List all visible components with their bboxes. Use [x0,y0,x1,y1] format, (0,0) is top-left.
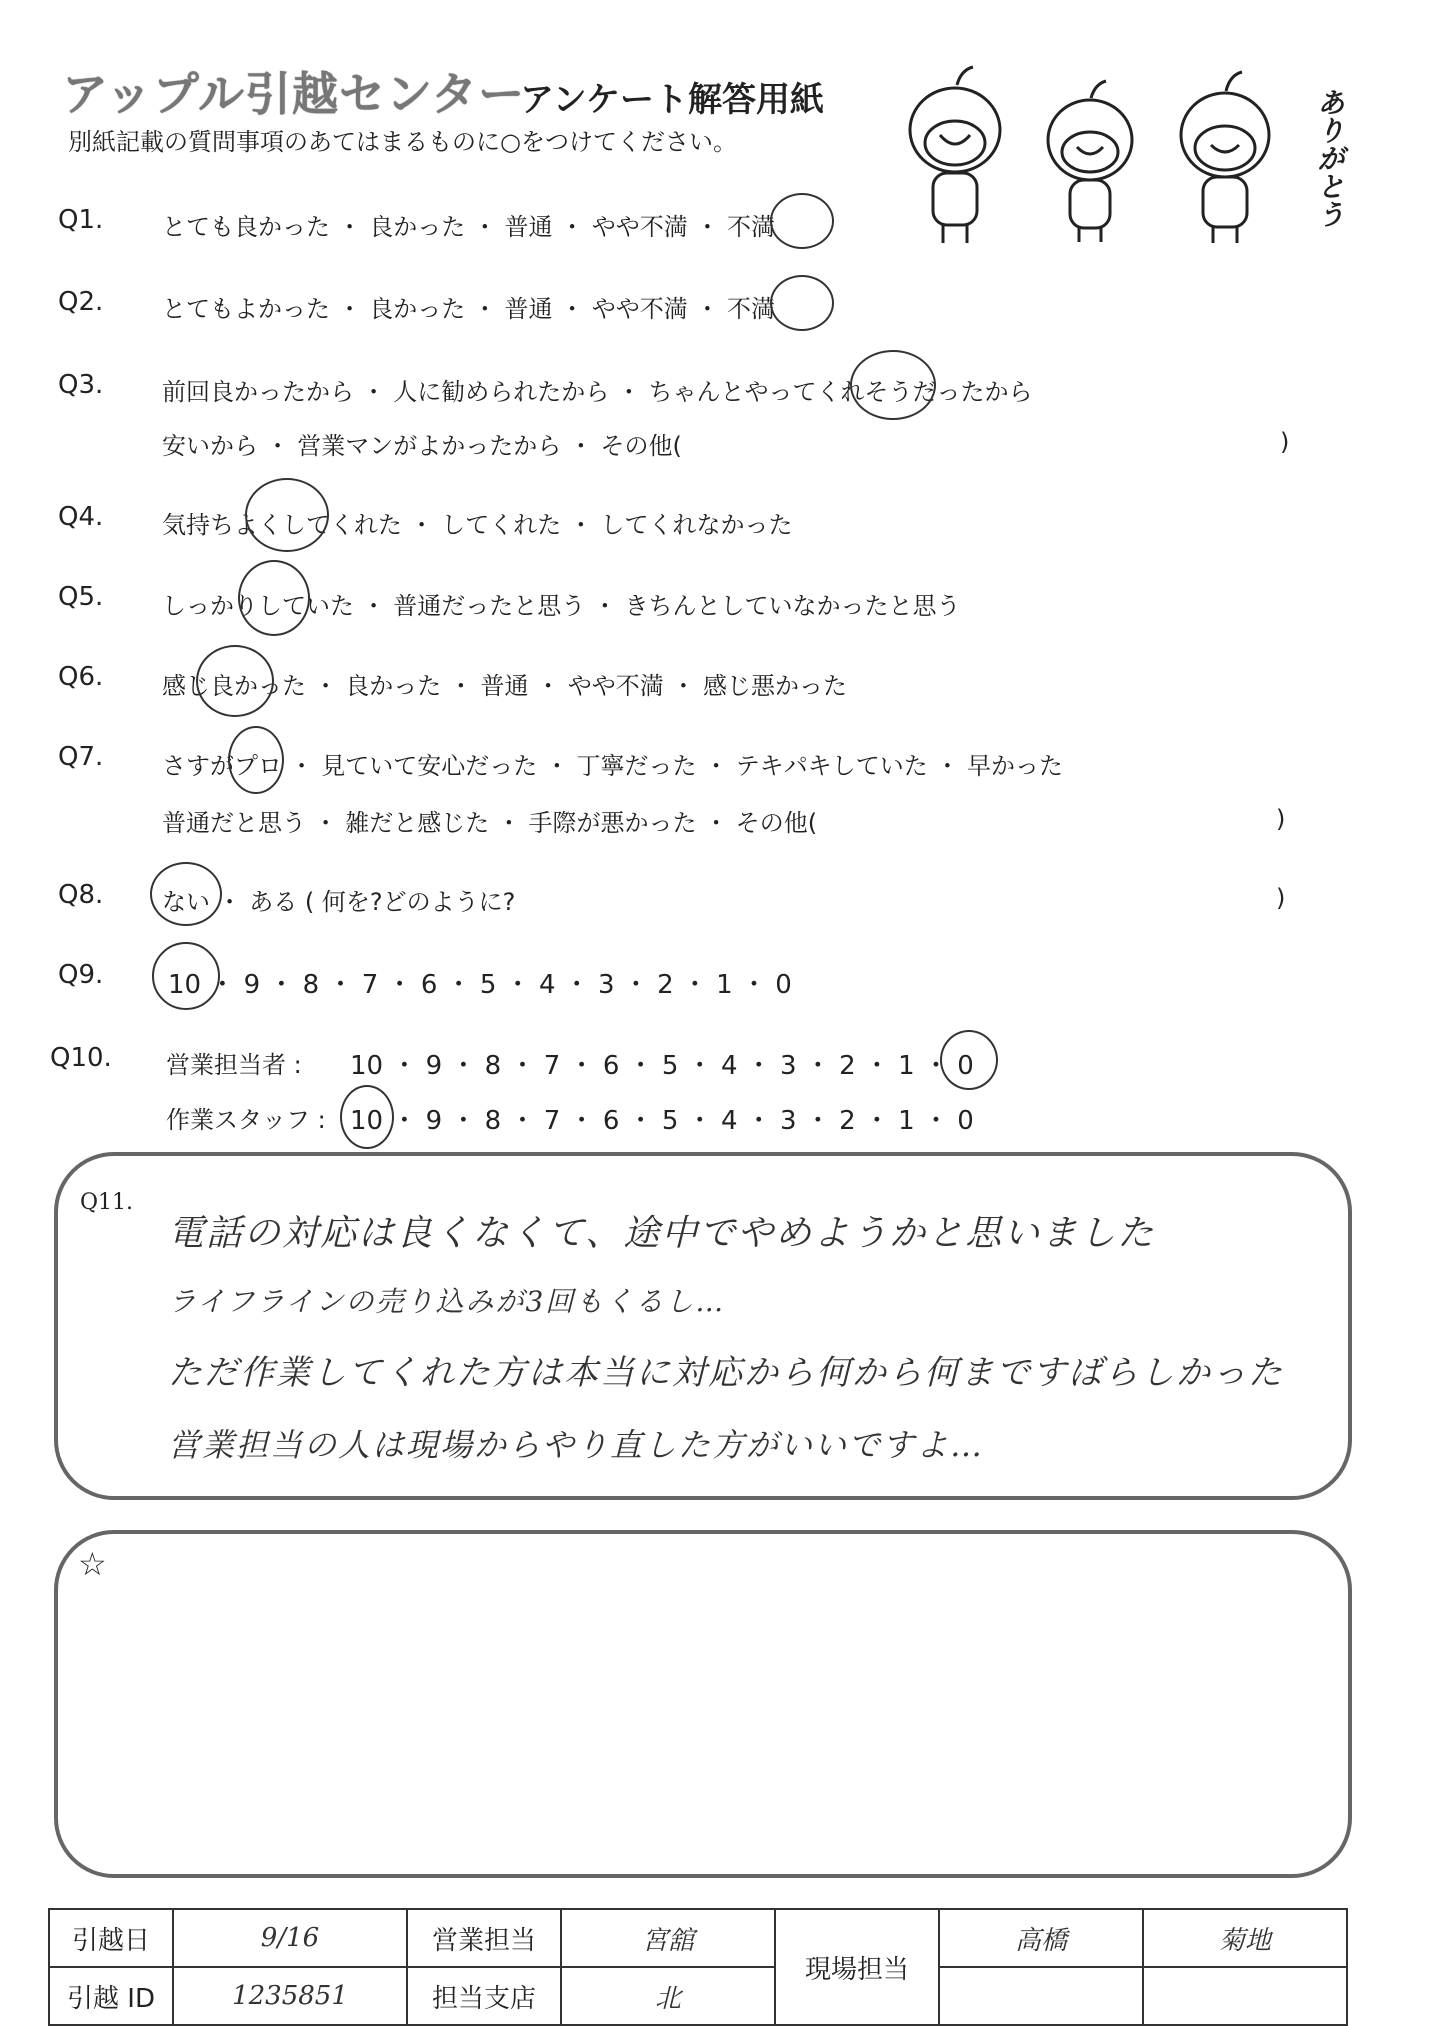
q5-options: しっかりしていた ・ 普通だったと思う ・ きちんとしていなかったと思う [162,592,961,620]
monkey-icon [1048,81,1132,242]
q10-staff-answer-circle [340,1085,394,1149]
q11-comment-line-1: 電話の対応は良くなくて、途中でやめようかと思いました [168,1213,1156,1254]
q11-comment-line-4: 営業担当の人は現場からやり直した方がいいですよ… [168,1426,985,1464]
q7-options-line2: 普通だと思う ・ 雑だと感じた ・ 手際が悪かった ・ その他( [162,809,818,837]
q9-scale: 10 ・ 9 ・ 8 ・ 7 ・ 6 ・ 5 ・ 4 ・ 3 ・ 2 ・ 1 ・ 0 [168,970,792,1000]
branch-label: 担当支店 [407,1967,561,2025]
q4-answer-circle [245,478,329,552]
company-title: アップル引越センター [62,67,526,121]
q6-answer-circle [196,645,274,717]
q3-options-line2: 安いから ・ 営業マンがよかったから ・ その他( [162,432,682,460]
branch-value: 北 [561,1967,775,2025]
q2-options: とてもよかった ・ 良かった ・ 普通 ・ やや不満 ・ 不満 [162,295,776,323]
q3-label: Q3. [58,370,104,400]
move-id-value: 1235851 [173,1967,407,2025]
move-id-label: 引越 ID [49,1967,173,2025]
site-rep-value-1: 高橋 [939,1909,1143,1967]
sales-rep-label: 営業担当 [407,1909,561,1967]
q10-sales-answer-circle [940,1030,998,1090]
q10-sales-label: 営業担当者 : [166,1051,302,1079]
q1-options: とても良かった ・ 良かった ・ 普通 ・ やや不満 ・ 不満 [162,213,776,241]
q9-answer-circle [152,942,220,1010]
site-rep-empty-2 [1143,1967,1347,2025]
monkey-mascots-illustration [895,55,1365,250]
additional-comment-box [54,1530,1352,1878]
thanks-text: ありがとう [1313,88,1346,228]
q5-answer-circle [238,560,310,636]
q3-close-paren: ) [1280,428,1290,456]
q10-staff-scale: 10 ・ 9 ・ 8 ・ 7 ・ 6 ・ 5 ・ 4 ・ 3 ・ 2 ・ 1 ・ 0 [350,1106,974,1136]
q3-answer-circle [850,350,936,420]
q7-options-line1: さすがプロ ・ 見ていて安心だった ・ 丁寧だった ・ テキパキしていた ・ 早かった [162,752,1064,780]
instruction-text: 別紙記載の質問事項のあてはまるものに○をつけてください。 [68,128,737,156]
site-rep-label: 現場担当 [775,1909,939,2025]
q1-label: Q1. [58,205,104,235]
q11-comment-line-2: ライフラインの売り込みが3回もくるし… [168,1285,726,1318]
move-info-table [48,1908,1348,2026]
q11-comment-line-3: ただ作業してくれた方は本当に対応から何から何まですばらしかった [168,1353,1284,1393]
q2-label: Q2. [58,287,104,317]
q4-label: Q4. [58,502,104,532]
move-date-value: 9/16 [173,1909,407,1967]
q7-label: Q7. [58,742,104,772]
q8-answer-circle [150,862,222,926]
q5-label: Q5. [58,582,104,612]
q10-sales-scale: 10 ・ 9 ・ 8 ・ 7 ・ 6 ・ 5 ・ 4 ・ 3 ・ 2 ・ 1 ・ 0 [350,1051,974,1081]
q7-answer-circle [228,726,284,794]
q8-label: Q8. [58,880,104,910]
q8-options: ない ・ ある ( 何を?どのように? [162,888,516,916]
q2-answer-circle [770,275,834,331]
q6-label: Q6. [58,662,104,692]
q1-answer-circle [770,193,834,249]
form-subtitle: アンケート解答用紙 [520,80,824,120]
monkey-icon [1181,72,1269,243]
q3-options-line1: 前回良かったから ・ 人に勧められたから ・ ちゃんとやってくれそうだったから [162,378,1033,406]
q11-label: Q11. [80,1190,134,1215]
monkey-icon [910,67,1000,243]
site-rep-empty-1 [939,1967,1143,2025]
q8-close-paren: ) [1276,884,1286,912]
q10-staff-label: 作業スタッフ : [166,1106,326,1134]
move-date-label: 引越日 [49,1909,173,1967]
q10-label: Q10. [50,1043,112,1073]
star-icon: ☆ [78,1545,107,1583]
q7-close-paren: ) [1276,805,1286,833]
q4-options: 気持ちよくしてくれた ・ してくれた ・ してくれなかった [162,511,793,539]
site-rep-value-2: 菊地 [1143,1909,1347,1967]
q9-label: Q9. [58,960,104,990]
sales-rep-value: 宮舘 [561,1909,775,1967]
q6-options: 感じ良かった ・ 良かった ・ 普通 ・ やや不満 ・ 感じ悪かった [162,672,848,700]
